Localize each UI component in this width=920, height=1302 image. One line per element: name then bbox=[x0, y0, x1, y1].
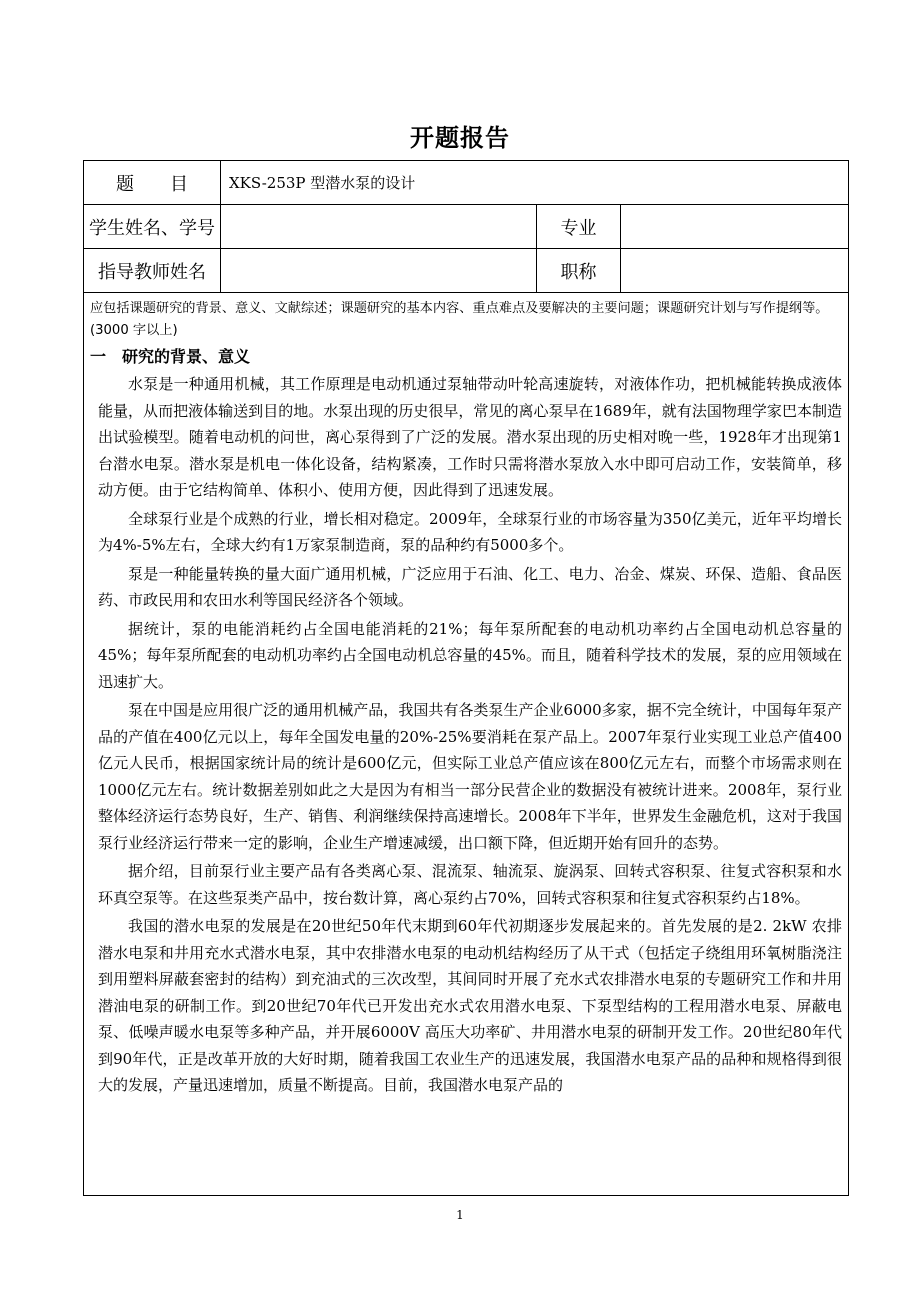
report-title: 开题报告 bbox=[410, 124, 510, 152]
table-rule bbox=[84, 292, 848, 293]
report-form bbox=[83, 160, 849, 1196]
paragraph: 我国的潜水电泵的发展是在20世纪50年代末期到60年代初期逐步发展起来的。首先发展的是2. 2kW 农排潜水电泵和井用充水式潜水电泵，其中农排潜水电泵的电动机结构经历了从干式（包括定子绕组用环氧树脂浇注到用塑料屏蔽套密封的结构）到充油式的三次改型，其间同时开展了充水式农排潜水电泵的专题研究工作和井用潜油电泵的研制工作。到20世纪70年代已开发出充水式农用潜水电泵、下泵型结构的工程用潜水电泵、屏蔽电泵、低噪声暖水电泵等多种产品，并开展6000V 高压大功率矿、井用潜水电泵的研制开发工作。20世纪80年代到90年代，正是改革开放的大好时期，随着我国工农业生产的迅速发展，我国潜水电泵产品的品种和规格得到很大的发展，产量迅速增加，质量不断提高。目前，我国潜水电泵产品的 bbox=[98, 917, 842, 1094]
advisor-value bbox=[221, 249, 536, 292]
paragraph: 泵在中国是应用很广泛的通用机械产品，我国共有各类泵生产企业6000多家，据不完全统计，中国每年泵产品的产值在400亿元以上，每年全国发电量的20%-25%要消耗在泵产品上。2007年泵行业实现工业总产值400亿元人民币，根据国家统计局的统计是600亿元，但实际工业总产值应该在800亿元左右，而整个市场需求则在1000亿元左右。统计数据差别如此之大是因为有相当一部分民营企业的数据没有被统计进来。2008年，泵行业整体经济运行态势良好，生产、销售、利润继续保持高速增长。2008年下半年，世界发生金融危机，这对于我国泵行业经济运行带来一定的影响，企业生产增速减缓，出口额下降，但近期开始有回升的态势。 bbox=[98, 701, 842, 852]
student-value bbox=[221, 205, 536, 248]
section-heading: 一 研究的背景、意义 bbox=[90, 347, 251, 366]
major-label: 专业 bbox=[560, 217, 597, 239]
paragraph: 据介绍，目前泵行业主要产品有各类离心泵、混流泵、轴流泵、旋涡泵、回转式容积泵、往复式容积泵和水环真空泵等。在这些泵类产品中，按台数计算，离心泵约占70%，回转式容积泵和往复式容积泵约占18%。 bbox=[98, 862, 842, 907]
rank-value bbox=[621, 249, 849, 292]
body-text bbox=[98, 371, 842, 1101]
student-label: 学生姓名、学号 bbox=[89, 217, 215, 239]
paragraph: 泵是一种能量转换的量大面广通用机械，广泛应用于石油、化工、电力、冶金、煤炭、环保、造船、食品医药、市政民用和农田水利等国民经济各个领域。 bbox=[98, 564, 842, 609]
rank-label: 职称 bbox=[560, 261, 597, 283]
paragraph: 全球泵行业是个成熟的行业，增长相对稳定。2009年，全球泵行业的市场容量为350亿美元，近年平均增长为4%-5%左右，全球大约有1万家泵制造商，泵的品种约有5000多个。 bbox=[98, 509, 842, 554]
topic-value: XKS-253P 型潜水泵的设计 bbox=[229, 174, 416, 192]
paragraph: 据统计，泵的电能消耗约占全国电能消耗的21%；每年泵所配套的电动机功率约占全国电动机总容量的45%；每年泵所配套的电动机功率约占全国电动机总容量的45%。而且，随着科学技术的发展，泵的应用领域在迅速扩大。 bbox=[98, 619, 842, 691]
major-value bbox=[621, 205, 849, 248]
page-number: 1 bbox=[456, 1208, 464, 1222]
advisor-label: 指导教师姓名 bbox=[98, 261, 206, 283]
instructions-text: 应包括课题研究的背景、意义、文献综述；课题研究的基本内容、重点难点及要解决的主要问题；课题研究计划与写作提纲等。(3000 字以上) bbox=[90, 301, 829, 338]
paragraph: 水泵是一种通用机械，其工作原理是电动机通过泵轴带动叶轮高速旋转，对液体作功，把机械能转换成液体能量，从而把液体输送到目的地。水泵出现的历史很早，常见的离心泵早在1689年，就有法国物理学家巴本制造出试验模型。随着电动机的问世，离心泵得到了广泛的发展。潜水泵出现的历史相对晚一些，1928年才出现第1台潜水电泵。潜水泵是机电一体化设备，结构紧凑，工作时只需将潜水泵放入水中即可启动工作，安装简单，移动方便。由于它结构简单、体积小、使用方便，因此得到了迅速发展。 bbox=[98, 375, 842, 499]
topic-label: 题 目 bbox=[116, 173, 188, 195]
